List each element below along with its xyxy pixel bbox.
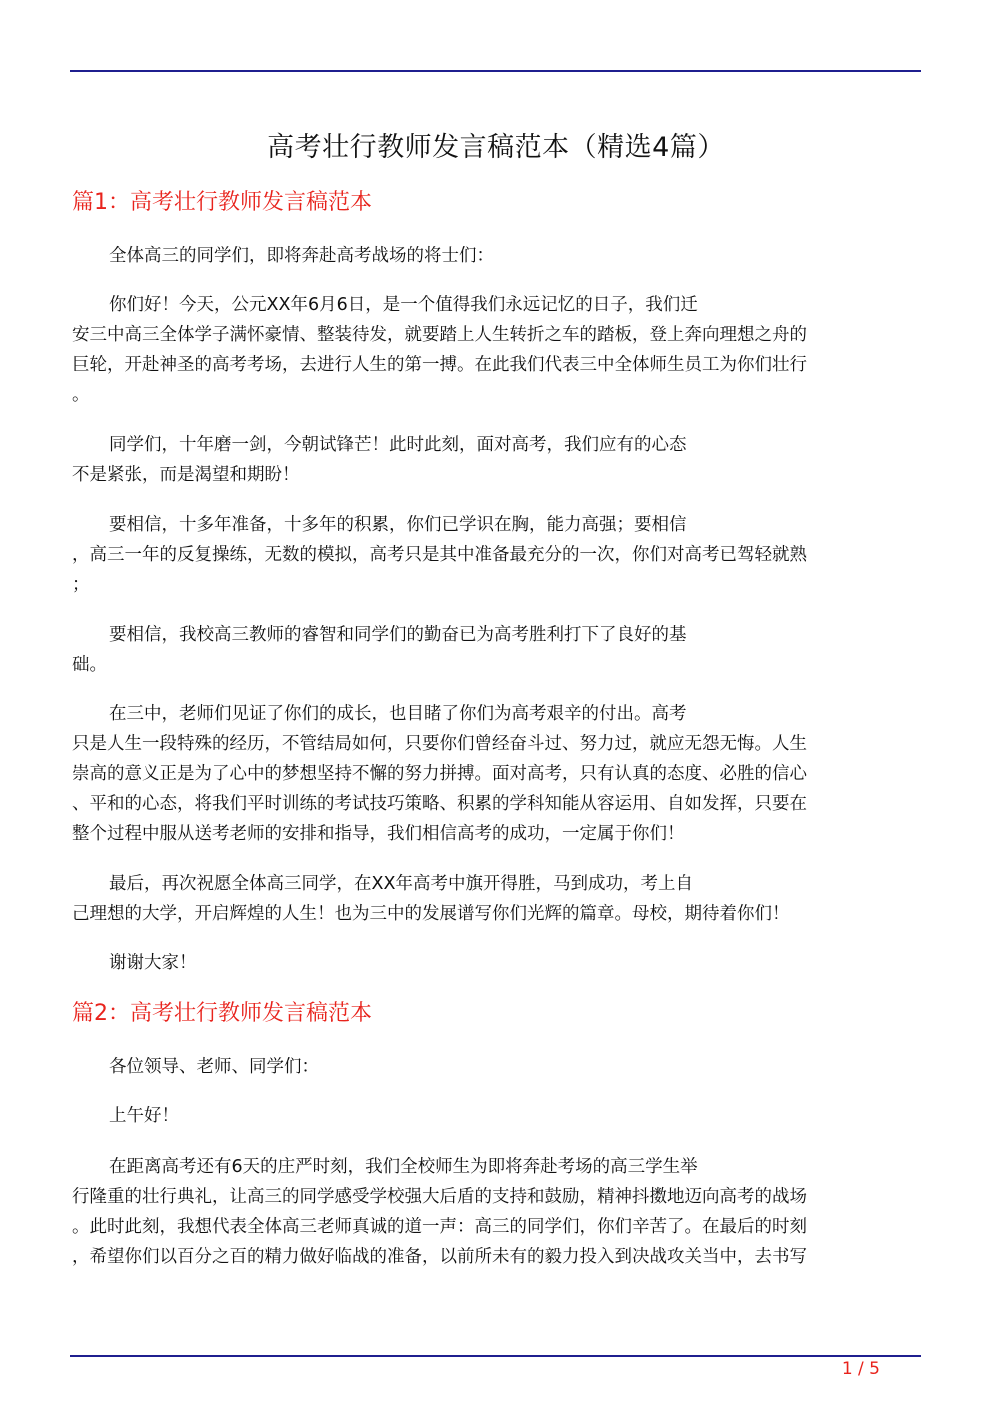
header-rule	[70, 70, 921, 72]
section-1-paragraph-5	[72, 620, 912, 680]
text-line: 安三中高三全体学子满怀豪情、整装待发，就要踏上人生转折之车的踏板，登上奔向理想之舟的	[72, 325, 807, 345]
text-line: 要相信，十多年准备，十多年的积累，你们已学识在胸，能力高强；要相信	[109, 515, 687, 535]
text-line: ；	[72, 575, 90, 595]
text-line: 整个过程中服从送考老师的安排和指导，我们相信高考的成功，一定属于你们！	[72, 824, 685, 844]
section-1-paragraph-7	[72, 869, 912, 929]
text-line: ，高三一年的反复操练，无数的模拟，高考只是其中准备最充分的一次，你们对高考已驾轻就熟	[72, 545, 807, 565]
section-1-paragraph-1	[72, 241, 912, 271]
text-line: 同学们，十年磨一剑，今朝试锋芒！此时此刻，面对高考，我们应有的心态	[109, 435, 687, 455]
text-line: 全体高三的同学们，即将奔赴高考战场的将士们：	[109, 246, 494, 266]
text-line: ，希望你们以百分之百的精力做好临战的准备，以前所未有的毅力投入到决战攻关当中，去书写	[72, 1247, 807, 1267]
text-line: 己理想的大学，开启辉煌的人生！也为三中的发展谱写你们光辉的篇章。母校，期待着你们！	[72, 904, 790, 924]
text-line: 你们好！今天，公元XX年6月6日，是一个值得我们永远记忆的日子，我们迁	[109, 295, 698, 315]
text-line: 行隆重的壮行典礼，让高三的同学感受学校强大后盾的支持和鼓励，精神抖擞地迈向高考的战场	[72, 1187, 807, 1207]
text-line: 巨轮，开赴神圣的高考考场，去进行人生的第一搏。在此我们代表三中全体师生员工为你们壮行	[72, 355, 807, 375]
text-line: 。	[72, 385, 90, 405]
document-title: 高考壮行教师发言稿范本（精选4篇）	[267, 132, 725, 163]
section-1-paragraph-3	[72, 430, 912, 490]
text-line: 只是人生一段特殊的经历，不管结局如何，只要你们曾经奋斗过、努力过，就应无怨无悔。人生	[72, 734, 807, 754]
section-1-paragraph-2	[72, 290, 912, 410]
text-line: 各位领导、老师、同学们：	[109, 1057, 319, 1077]
section-1-paragraph-4	[72, 510, 912, 600]
footer-rule	[70, 1355, 921, 1357]
text-line: 在三中，老师们见证了你们的成长，也目睹了你们为高考艰辛的付出。高考	[109, 704, 687, 724]
text-line: 不是紧张，而是渴望和期盼！	[72, 465, 300, 485]
text-line: 崇高的意义正是为了心中的梦想坚持不懈的努力拼搏。面对高考，只有认真的态度、必胜的信心	[72, 764, 807, 784]
text-line: 在距离高考还有6天的庄严时刻，我们全校师生为即将奔赴考场的高三学生举	[109, 1157, 698, 1177]
section-2-heading: 篇2：高考壮行教师发言稿范本	[72, 1001, 372, 1026]
text-line: 础。	[72, 655, 107, 675]
section-2-paragraph-2	[72, 1101, 912, 1131]
section-2-paragraph-3	[72, 1152, 912, 1272]
section-2-paragraph-1	[72, 1052, 912, 1082]
text-line: 要相信，我校高三教师的睿智和同学们的勤奋已为高考胜利打下了良好的基	[109, 625, 687, 645]
page-number: 1 / 5	[841, 1359, 880, 1379]
text-line: 最后，再次祝愿全体高三同学，在XX年高考中旗开得胜，马到成功，考上自	[109, 874, 693, 894]
text-line: 、平和的心态，将我们平时训练的考试技巧策略、积累的学科知能从容运用、自如发挥，只要在	[72, 794, 807, 814]
section-1-paragraph-8	[72, 948, 912, 978]
text-line: 。此时此刻，我想代表全体高三老师真诚的道一声：高三的同学们，你们辛苦了。在最后的时刻	[72, 1217, 807, 1237]
section-1-paragraph-6	[72, 699, 912, 849]
text-line: 上午好！	[109, 1106, 179, 1126]
text-line: 谢谢大家！	[109, 953, 197, 973]
section-1-heading: 篇1：高考壮行教师发言稿范本	[72, 190, 372, 215]
